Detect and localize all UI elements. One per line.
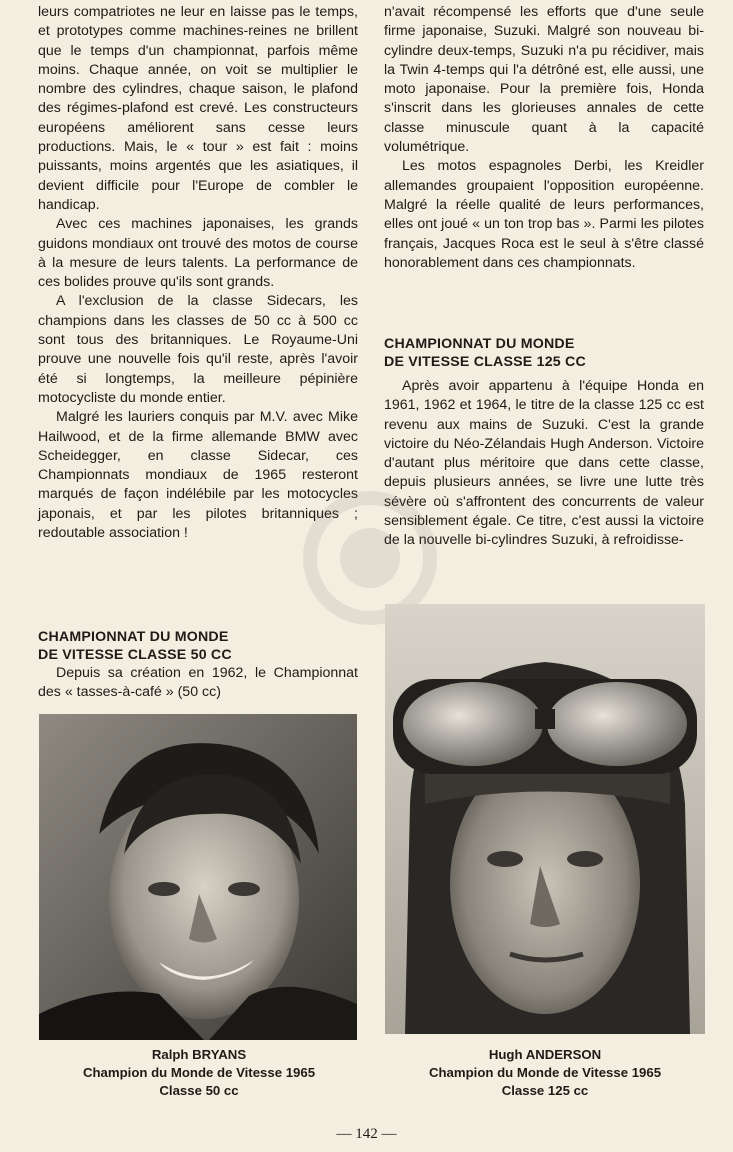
caption-title: Champion du Monde de Vitesse 1965 xyxy=(428,1065,662,1080)
body-paragraph: Les motos espagnoles Derbi, les Kreidler allemandes groupaient l'opposition européenne. Malgré la réelle qualité de leurs performances, elles ont joué « un ton trop bas ». Parmi les pilotes français, Jacques Roca est le seul à s'être classé honorablement dans ces championnats. xyxy=(384,158,704,271)
body-paragraph: A l'exclusion de la classe Sidecars, les champions dans les classes de 50 cc à 500 cc sont tous des britanniques. Le Royaume-Uni prouve une nouvelle fois qu'il reste, après l'avoir été si longtemps, la meilleure pépinière motocycliste du monde entier. xyxy=(38,293,358,406)
body-paragraph: Malgré les lauriers conquis par M.V. avec Mike Hailwood, et de la firme allemande BMW avec Scheidegger, en classe Sidecar, ces Championnats mondiaux de 1965 resteront marqués de façon indélébile par les motocycles japonais, et par les pilotes britanniques ; redoutable association ! xyxy=(38,409,358,542)
portrait-illustration xyxy=(39,714,357,1040)
portrait-photo-hugh-anderson xyxy=(385,604,705,1034)
caption-title: Champion du Monde de Vitesse 1965 xyxy=(82,1065,316,1080)
section-heading-line: DE VITESSE CLASSE 125 CC xyxy=(384,354,586,370)
portrait-illustration xyxy=(385,604,705,1034)
caption-name: Hugh ANDERSON xyxy=(488,1047,602,1062)
section-heading-line: CHAMPIONNAT DU MONDE xyxy=(38,629,229,645)
body-paragraph: Avec ces machines japonaises, les grands guidons mondiaux ont trouvé des motos de course à la mesure de leurs talents. La performance de ces bolides prouve qu'ils sont grands. xyxy=(38,216,358,291)
caption-hugh-anderson xyxy=(385,1046,705,1100)
portrait-photo-ralph-bryans xyxy=(39,714,357,1040)
caption-class: Classe 125 cc xyxy=(501,1083,589,1098)
body-paragraph: Depuis sa création en 1962, le Championnat des « tasses-à-café » (50 cc) xyxy=(38,665,358,701)
body-paragraph: n'avait récompensé les efforts que d'une seule firme japonaise, Suzuki. Malgré son nouveau bi-cylindre deux-temps, Suzuki n'a pu récidiver, mais la Twin 4-temps qui l'a détrôné est, elle aussi, une moto japonaise. Pour la première fois, Honda s'inscrit dans les glorieuses annales de cette classe minuscule quant à la capacité volumétrique. xyxy=(384,4,704,156)
caption-name: Ralph BRYANS xyxy=(151,1047,247,1062)
caption-ralph-bryans xyxy=(40,1046,358,1100)
caption-class: Classe 50 cc xyxy=(159,1083,239,1098)
page-number: — 142 — xyxy=(336,1126,397,1142)
section-heading-line: DE VITESSE CLASSE 50 CC xyxy=(38,647,232,663)
body-paragraph: leurs compatriotes ne leur en laisse pas le temps, et prototypes comme machines-reines ne brillent que le temps d'un championnat, parfois même moins. Chaque année, on voit se multiplier le nombre des cylindres, chaque saison, le plafond des régimes-plafond est crevé. Les constructeurs européens améliorent sans cesse leurs productions. Mais, le « tour » est fait : moins puissants, moins argentés que les asiatiques, il devient difficile pour l'Europe de combler le handicap. xyxy=(38,4,358,213)
section-50cc xyxy=(38,628,358,703)
body-paragraph: Après avoir appartenu à l'équipe Honda en 1961, 1962 et 1964, le titre de la classe 125 cc est revenu aux mains de Suzuki. C'est la grande victoire du Néo-Zélandais Hugh Anderson. Victoire d'autant plus méritoire que dans cette classe, depuis plusieurs années, se livre une lutte très sévère où s'affrontent des concurrents de valeur sensiblement égale. Ce titre, c'est aussi la victoire de la nouvelle bi-cylindres Suzuki, à refroidisse- xyxy=(384,378,704,549)
section-heading-line: CHAMPIONNAT DU MONDE xyxy=(384,336,575,352)
